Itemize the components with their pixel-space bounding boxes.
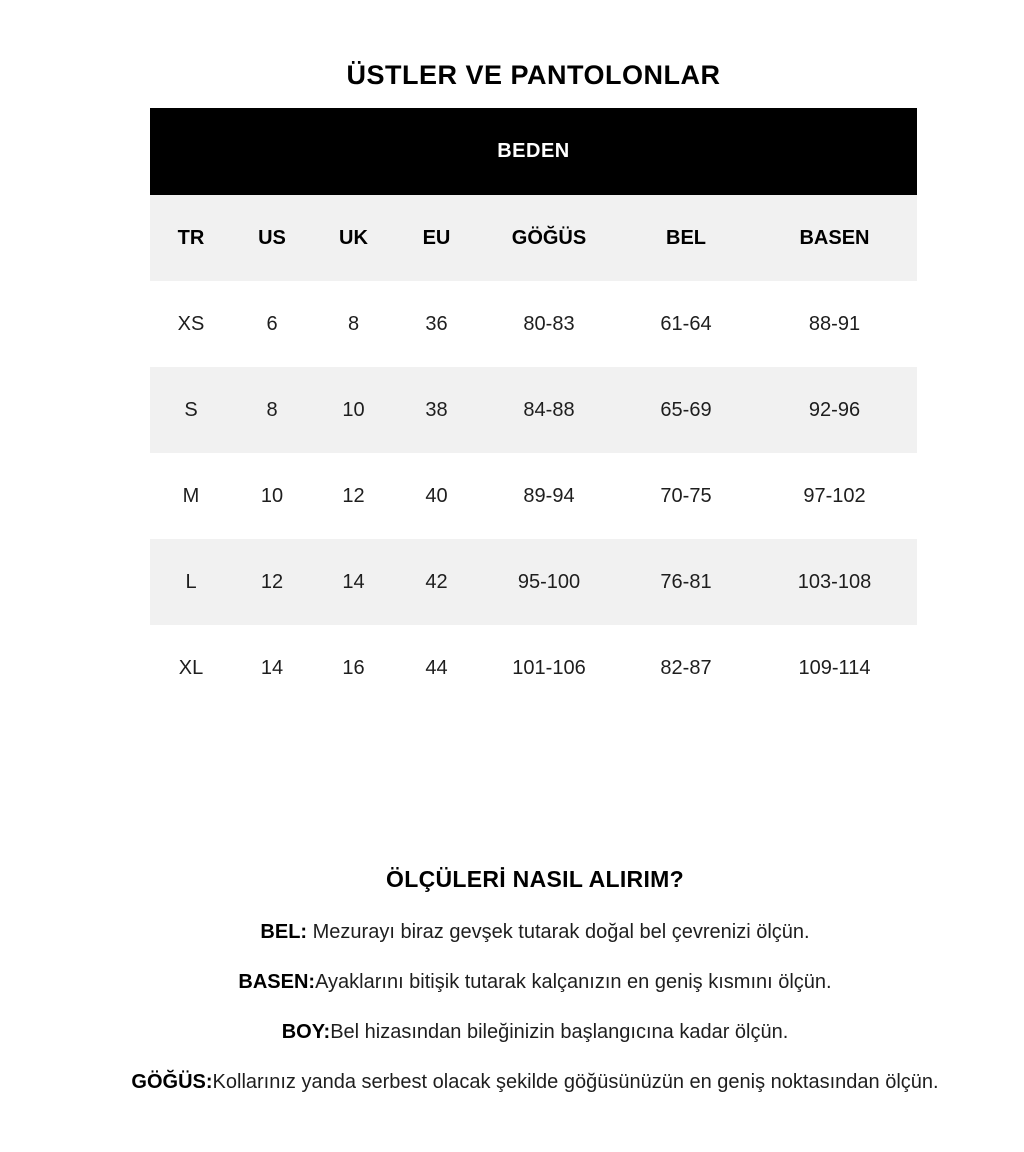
size-cell: 61-64 <box>620 281 752 367</box>
column-header-gogus: GÖĞÜS <box>478 195 620 281</box>
size-cell: 14 <box>312 539 395 625</box>
size-cell: XL <box>150 625 232 711</box>
measure-text: Mezurayı biraz gevşek tutarak doğal bel çevrenizi ölçün. <box>307 921 810 943</box>
size-cell: 16 <box>312 625 395 711</box>
measure-instruction-bel <box>46 921 1024 944</box>
table-row-l <box>150 539 917 625</box>
size-cell: 40 <box>395 453 478 539</box>
size-cell: 88-91 <box>752 281 917 367</box>
size-cell: 103-108 <box>752 539 917 625</box>
table-row-xl <box>150 625 917 711</box>
size-cell: 36 <box>395 281 478 367</box>
measure-label: BASEN: <box>238 971 316 993</box>
size-cell: 80-83 <box>478 281 620 367</box>
measure-label: BOY: <box>281 1021 331 1043</box>
measure-text: Ayaklarını bitişik tutarak kalçanızın en geniş kısmını ölçün. <box>315 971 832 993</box>
table-header-row <box>150 195 917 281</box>
measure-label: BEL: <box>260 921 308 943</box>
page-title: ÜSTLER VE PANTOLONLAR <box>346 60 721 90</box>
measure-text: Kollarınız yanda serbest olacak şekilde göğüsünüzün en geniş noktasından ölçün. <box>212 1071 939 1093</box>
size-cell: 70-75 <box>620 453 752 539</box>
table-row-s <box>150 367 917 453</box>
size-cell: 101-106 <box>478 625 620 711</box>
measure-text: Bel hizasından bileğinizin başlangıcına kadar ölçün. <box>330 1021 789 1043</box>
size-cell: 76-81 <box>620 539 752 625</box>
size-cell: 38 <box>395 367 478 453</box>
size-cell: 44 <box>395 625 478 711</box>
column-header-basen: BASEN <box>752 195 917 281</box>
size-cell: 65-69 <box>620 367 752 453</box>
size-cell: 8 <box>312 281 395 367</box>
column-header-uk: UK <box>312 195 395 281</box>
size-cell: 82-87 <box>620 625 752 711</box>
howto-heading: ÖLÇÜLERİ NASIL ALIRIM? <box>386 866 684 892</box>
size-table <box>150 108 917 711</box>
size-cell: 14 <box>232 625 312 711</box>
size-cell: 95-100 <box>478 539 620 625</box>
measure-instruction-boy <box>46 1021 1024 1044</box>
size-cell: 12 <box>312 453 395 539</box>
size-cell: 8 <box>232 367 312 453</box>
size-cell: 12 <box>232 539 312 625</box>
size-cell: XS <box>150 281 232 367</box>
size-cell: 84-88 <box>478 367 620 453</box>
measure-instruction-gogus <box>46 1071 1024 1094</box>
column-header-eu: EU <box>395 195 478 281</box>
measure-label: GÖĞÜS: <box>131 1071 213 1093</box>
column-header-us: US <box>232 195 312 281</box>
size-cell: 92-96 <box>752 367 917 453</box>
size-cell: M <box>150 453 232 539</box>
table-row-xs <box>150 281 917 367</box>
size-cell: 42 <box>395 539 478 625</box>
size-cell: 10 <box>232 453 312 539</box>
column-header-bel: BEL <box>620 195 752 281</box>
table-banner-row <box>150 108 917 195</box>
size-cell: 97-102 <box>752 453 917 539</box>
size-cell: 89-94 <box>478 453 620 539</box>
size-cell: 10 <box>312 367 395 453</box>
beden-banner: BEDEN <box>150 108 917 195</box>
size-cell: 6 <box>232 281 312 367</box>
size-cell: 109-114 <box>752 625 917 711</box>
measure-instruction-basen <box>46 971 1024 994</box>
size-cell: S <box>150 367 232 453</box>
size-cell: L <box>150 539 232 625</box>
table-row-m <box>150 453 917 539</box>
column-header-tr: TR <box>150 195 232 281</box>
